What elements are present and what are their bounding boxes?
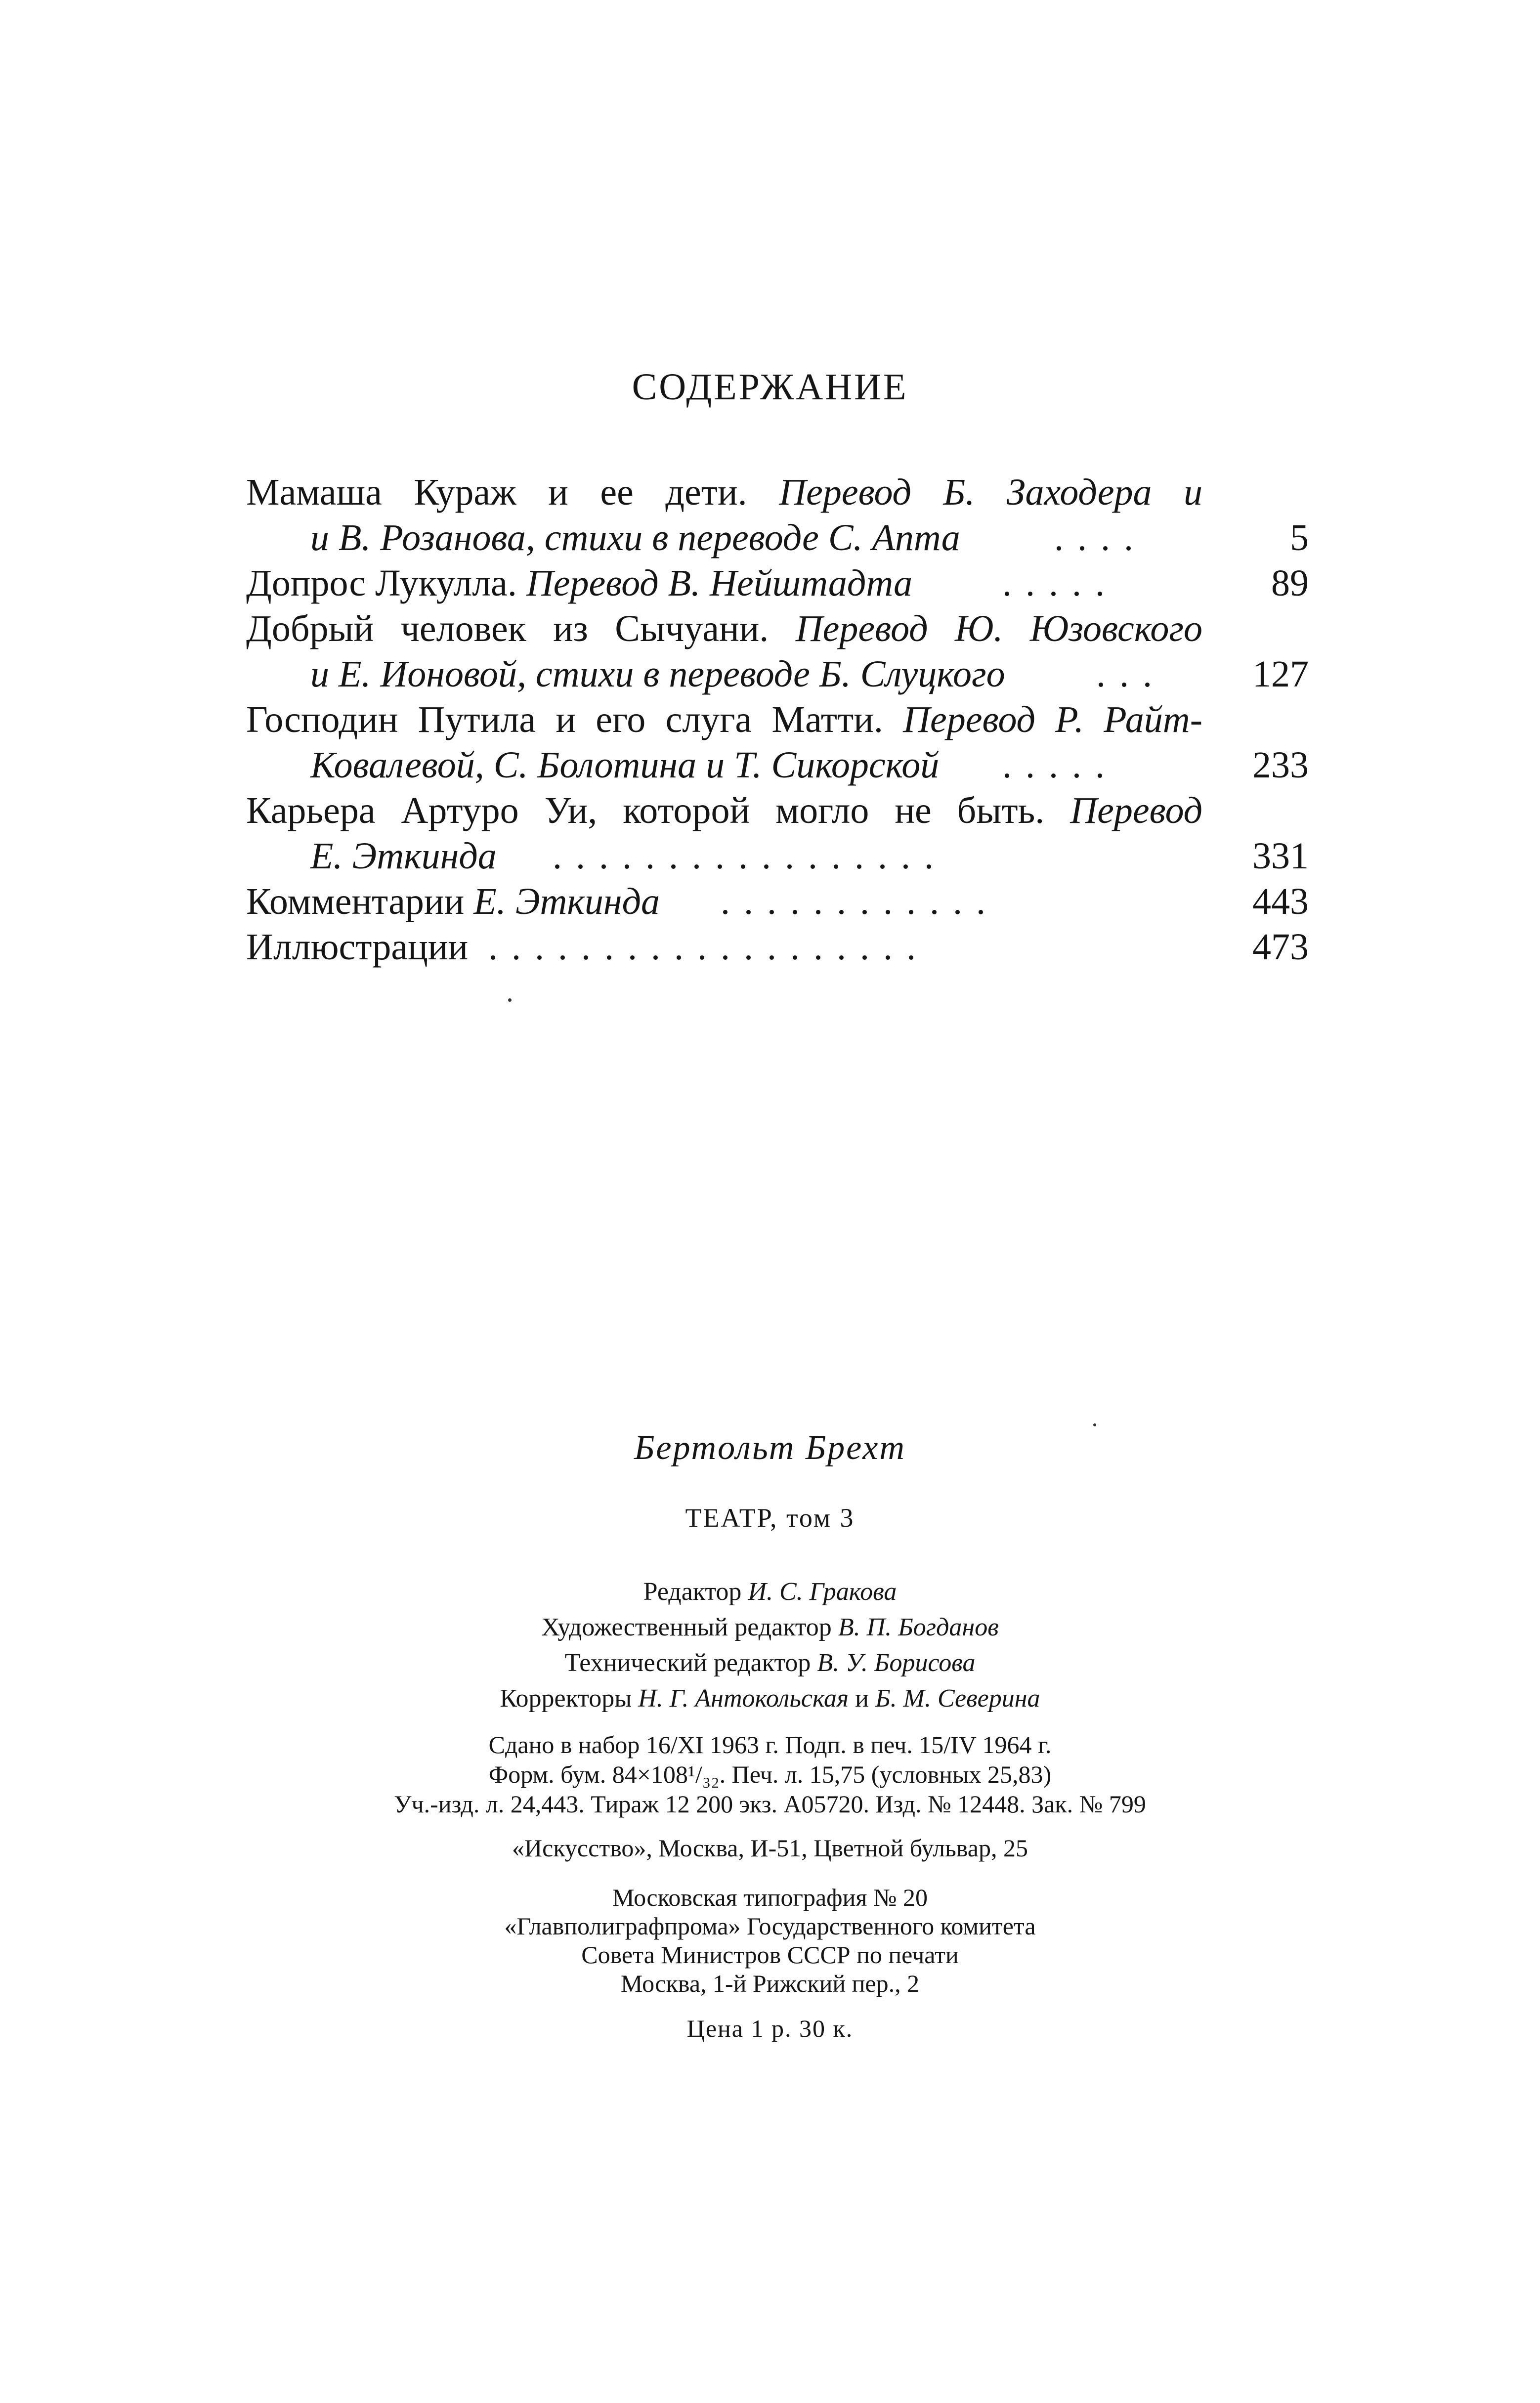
author-name: Бертольт Брехт (634, 1429, 906, 1467)
leader-dots: .... (1054, 517, 1147, 558)
toc-entry-title: Допрос Лукулла. (246, 562, 517, 604)
credit-conj: и (855, 1684, 869, 1713)
credits (0, 1574, 1540, 1716)
table-of-contents (246, 470, 1309, 970)
leader-dots: ... (1096, 653, 1166, 695)
toc-entry-translator-cont: Ковалевой, С. Болотина и Т. Сикорской (310, 744, 940, 786)
leader-dots: ............ (721, 881, 999, 922)
credit-row (0, 1610, 1540, 1645)
leader-dots: ................... (488, 926, 930, 968)
toc-entry[interactable] (246, 879, 1309, 924)
credit-name: Н. Г. Антокольская (638, 1684, 849, 1713)
credit-label: Корректоры (500, 1684, 632, 1713)
toc-entry-title: Господин Путила и его слуга Матти. (246, 699, 883, 740)
leader-dots: ................. (553, 835, 947, 877)
printer-line: «Главполиграфпрома» Государственного комитета (504, 1912, 1036, 1940)
toc-entry-page: 89 (1271, 562, 1309, 604)
toc-heading: СОДЕРЖАНИЕ (632, 366, 908, 408)
toc-entry-translator: Перевод (1070, 790, 1203, 831)
leader-dots: ..... (1002, 744, 1118, 786)
credit-name: В. У. Борисова (817, 1649, 976, 1677)
print-info-line: Уч.-изд. л. 24,443. Тираж 12 200 экз. А05720. Изд. № 12448. Зак. № 799 (394, 1790, 1146, 1818)
print-info-line: Форм. бум. 84×108¹/₃₂. Печ. л. 15,75 (условных 25,83) (488, 1760, 1052, 1788)
toc-entry-title: Добрый человек из Сычуани. (246, 608, 769, 649)
toc-entry[interactable] (246, 606, 1309, 697)
toc-entry-translator: Перевод В. Нейштадта (526, 562, 913, 604)
book-title: ТЕАТР, том 3 (685, 1503, 855, 1533)
toc-entry-page: 331 (1252, 835, 1309, 877)
credit-row (0, 1645, 1540, 1681)
print-info-line: Сдано в набор 16/XI 1963 г. Подп. в печ. 15/IV 1964 г. (488, 1731, 1052, 1759)
toc-entry-translator-cont: и В. Розанова, стихи в переводе С. Апта (310, 517, 960, 558)
credit-name: И. С. Гракова (748, 1578, 897, 1606)
toc-entry[interactable] (246, 697, 1309, 788)
toc-entry-translator: Перевод Б. Заходера и (779, 472, 1203, 513)
toc-entry-page: 127 (1252, 653, 1309, 695)
toc-entry-translator: Перевод Р. Райт- (903, 699, 1203, 740)
credit-name: Б. М. Северина (875, 1684, 1040, 1713)
credit-label: Редактор (643, 1578, 742, 1606)
printer-info (0, 1883, 1540, 1998)
toc-entry-page: 5 (1290, 517, 1309, 558)
publisher-address: «Искусство», Москва, И-51, Цветной бульвар, 25 (512, 1834, 1028, 1862)
toc-entry-translator: Е. Эткинда (473, 881, 660, 922)
printer-line: Московская типография № 20 (612, 1884, 928, 1911)
print-info (0, 1730, 1540, 1819)
toc-entry-title: Карьера Артуро Уи, которой могло не быть. (246, 790, 1045, 831)
toc-entry[interactable] (246, 924, 1309, 970)
toc-entry-page: 443 (1252, 881, 1309, 922)
print-speck (508, 998, 512, 1002)
toc-entry-page: 233 (1252, 744, 1309, 786)
credit-row (0, 1574, 1540, 1610)
toc-entry[interactable] (246, 470, 1309, 560)
print-speck (1093, 1423, 1096, 1426)
price: Цена 1 р. 30 к. (686, 2015, 854, 2042)
toc-entry[interactable] (246, 788, 1309, 879)
credit-row (0, 1681, 1540, 1716)
leader-dots: ..... (1002, 562, 1118, 604)
toc-entry-page: 473 (1252, 926, 1309, 968)
toc-entry-title: Мамаша Кураж и ее дети. (246, 472, 747, 513)
credit-label: Художественный редактор (541, 1613, 832, 1641)
credit-name: В. П. Богданов (838, 1613, 999, 1641)
toc-entry-translator: Перевод Ю. Юзовского (795, 608, 1203, 649)
toc-entry-translator-cont: Е. Эткинда (310, 835, 497, 877)
toc-entry-title: Комментарии (246, 881, 465, 922)
toc-entry-translator-cont: и Е. Ионовой, стихи в переводе Б. Слуцкого (310, 653, 1005, 695)
credit-label: Технический редактор (564, 1649, 811, 1677)
printer-line: Москва, 1-й Рижский пер., 2 (620, 1970, 920, 1997)
toc-entry[interactable] (246, 560, 1309, 606)
toc-entry-title: Иллюстрации (246, 926, 469, 968)
printer-line: Совета Министров СССР по печати (581, 1941, 959, 1969)
